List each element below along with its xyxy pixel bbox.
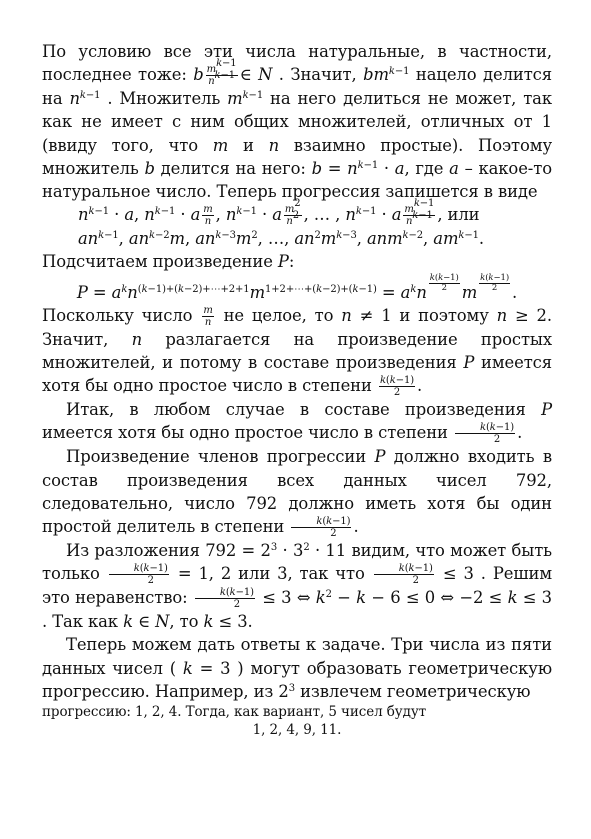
paragraph-1: По условию все эти числа натуральные, в частности, последнее тоже: b $\frac{m^{k-1}}{n^{k-1}}$ ∈ N . Значит, $bm^{k-1}$ нацело делится на $n^{k-1}$ . Множитель $m^{k-1}$ на него делиться не может, так как не имеет с ним общих множителей, отличных от 1 (ввиду того, что m и n взаимно простые). Поэтому множитель b делится на него: $b = n^{k-1} \cdot a$, где a – какое-то натуральное число. Теперь прогрессия запишется в виде (42, 42, 552, 202)
paragraph-6: Из разложения $792 = 2^3 \cdot 3^2 \cdot 11$ видим, что может быть только $\frac{k(k-1)}{2}$ = 1, 2 или 3, так что $\frac{k(k-1)}{2}$ ≤ 3 . Решим это неравенство: $\frac{k(k-1)}{2}$ ≤ 3 ⇔ $k^2 - k - 6 \le 0$ ⇔ −2 ≤ k ≤ 3 . Так как k ∈ N, то k ≤ 3. (42, 541, 552, 632)
document-page (42, 40, 552, 739)
paragraph-4: Итак, в любом случае в составе произведения P имеется хотя бы одно простое число в степени $\frac{k(k-1)}{2}$ . (42, 400, 552, 446)
formula-row-2: $an^{k-1}$, $an^{k-2}m$, $an^{k-3}m^2$, …, $an^2m^{k-3}$, anm$^{k-2}$, $am^{k-1}$. (78, 229, 485, 249)
paragraph-2: Подсчитаем произведение P: (42, 252, 295, 272)
formula-row-1: $n^{k-1} \cdot a$, $n^{k-1} \cdot a$ $\frac{m}{n}$ , $n^{k-1} \cdot a$ $\frac{m^2}{n^2}$ , … , $n^{k-1} \cdot a$ $\frac{m^{k-1}}{n^{k-1}}$ , или (78, 198, 480, 228)
paragraph-5: Произведение членов прогрессии P должно входить в состав произведения всех данных чисел 792, следовательно, число 792 должно иметь хотя бы один простой делитель в степени $\frac{k(k-1)}{2}$ . (42, 447, 552, 540)
paragraph-7: Теперь можем дать ответы к задаче. Три числа из пяти данных чисел ( k = 3 ) могут образовать геометрическую прогрессию. Например, из $2^3$ извлечем геометрическую (42, 635, 552, 701)
paragraph-8: прогрессию: 1, 2, 4. Тогда, как вариант, 5 чисел будут (42, 704, 427, 721)
paragraph-3: Поскольку число $\frac{m}{n}$ не целое, то n ≠ 1 и поэтому n ≥ 2. Значит, n разлагается на произведение простых множителей, и потому в составе произведения P имеется хотя бы одно простое число в степени $\frac{k(k-1)}{2}$ . (42, 304, 553, 399)
formula-product: $P = a^kn^{(k-1)+(k-2)+\cdots+2+1}m^{1+2+\cdots+(k-2)+(k-1)} = a^kn$ $\frac{k(k-1)}{2}$ m $\frac{k(k-1)}{2}$ . (76, 272, 518, 302)
answer-sequence: 1, 2, 4, 9, 11. (252, 722, 342, 739)
